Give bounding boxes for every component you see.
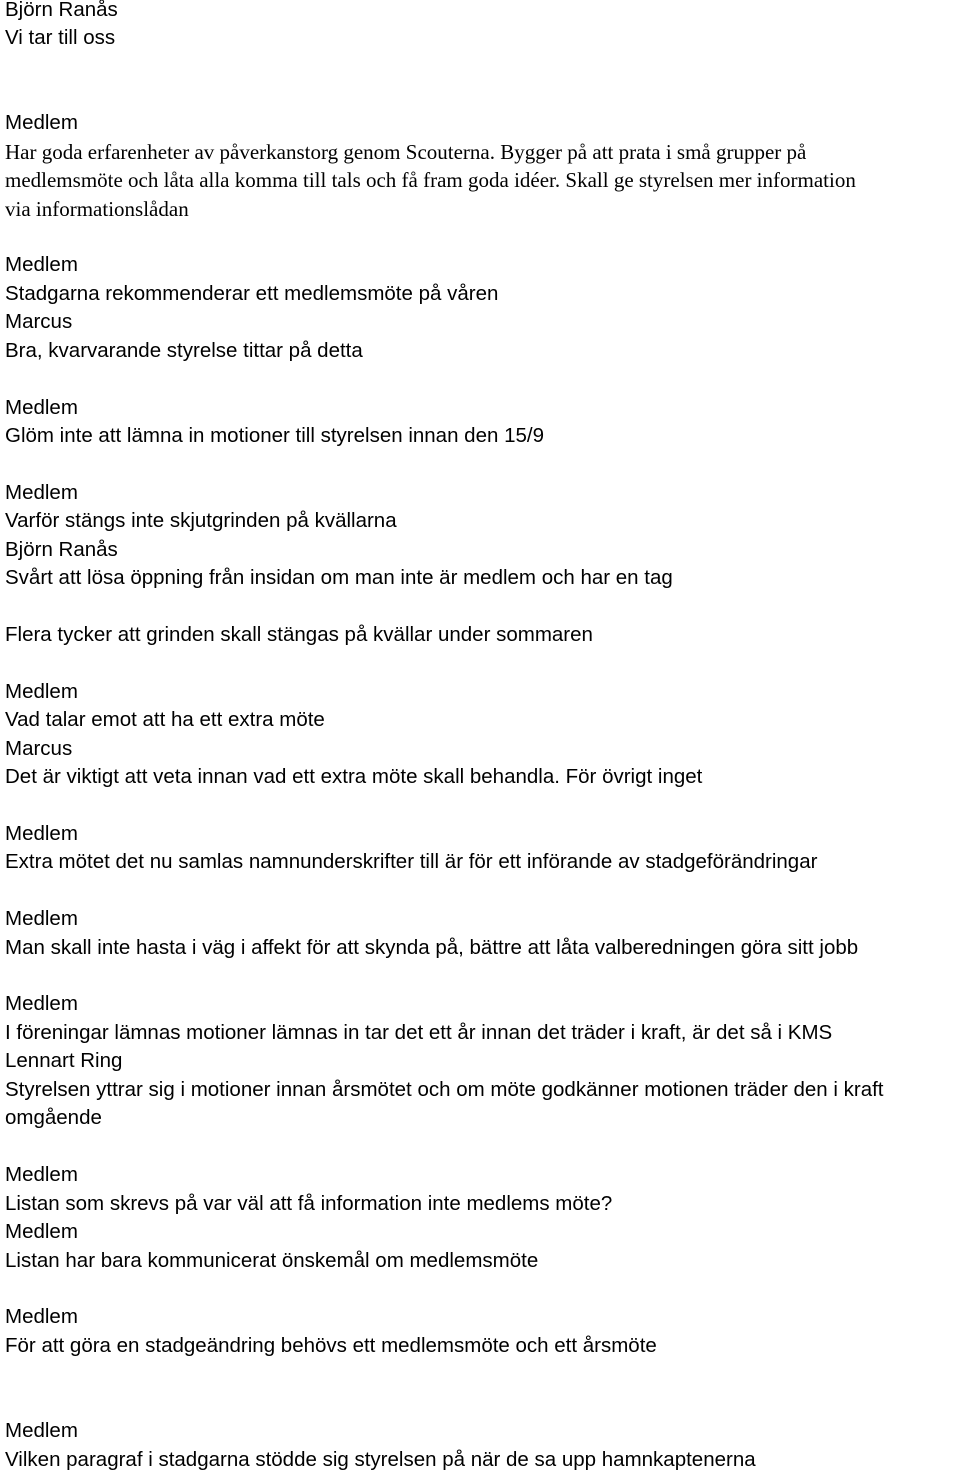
speaker-name: Medlem: [5, 111, 78, 134]
speaker-name: Medlem: [5, 481, 78, 504]
speaker-name: Medlem: [5, 992, 78, 1015]
speaker-name: Björn Ranås: [5, 538, 118, 561]
statement-text: Varför stängs inte skjutgrinden på kvällarna: [5, 509, 397, 532]
statement-text: Styrelsen yttrar sig i motioner innan årsmötet och om möte godkänner motionen träder den i kraft: [5, 1078, 884, 1101]
statement-text: Listan har bara kommunicerat önskemål om medlemsmöte: [5, 1249, 539, 1272]
speaker-name: Medlem: [5, 822, 78, 845]
statement-text: I föreningar lämnas motioner lämnas in tar det ett år innan det träder i kraft, är det så i KMS: [5, 1021, 833, 1044]
speaker-name: Medlem: [5, 396, 78, 419]
speaker-name: Medlem: [5, 1419, 78, 1442]
statement-text: Det är viktigt att veta innan vad ett extra möte skall behandla. För övrigt inget: [5, 765, 703, 788]
statement-text: Extra mötet det nu samlas namnunderskrifter till är för ett införande av stadgeförändringar: [5, 850, 818, 873]
statement-text: Vi tar till oss: [5, 26, 116, 49]
statement-text: medlemsmöte och låta alla komma till tals och få fram goda idéer. Skall ge styrelsen mer information: [5, 168, 856, 192]
statement-text: Har goda erfarenheter av påverkanstorg genom Scouterna. Bygger på att prata i små grupper på: [5, 140, 807, 164]
statement-text: Listan som skrevs på var väl att få information inte medlems möte?: [5, 1192, 613, 1215]
speaker-name: Medlem: [5, 1220, 78, 1243]
statement-text: Flera tycker att grinden skall stängas på kvällar under sommaren: [5, 623, 593, 646]
statement-text: Stadgarna rekommenderar ett medlemsmöte på våren: [5, 282, 499, 305]
statement-text: via informationslådan: [5, 197, 189, 221]
statement-text: Vilken paragraf i stadgarna stödde sig styrelsen på när de sa upp hamnkaptenerna: [5, 1448, 756, 1471]
statement-text: Bra, kvarvarande styrelse tittar på detta: [5, 339, 363, 362]
speaker-name: Medlem: [5, 253, 78, 276]
statement-text: Man skall inte hasta i väg i affekt för att skynda på, bättre att låta valberedningen göra sitt jobb: [5, 936, 859, 959]
speaker-name: Medlem: [5, 907, 78, 930]
statement-text: För att göra en stadgeändring behövs ett medlemsmöte och ett årsmöte: [5, 1334, 657, 1357]
speaker-name: Lennart Ring: [5, 1049, 123, 1072]
speaker-name: Medlem: [5, 1163, 78, 1186]
statement-text: omgående: [5, 1106, 102, 1129]
statement-text: Glöm inte att lämna in motioner till styrelsen innan den 15/9: [5, 424, 544, 447]
speaker-name: Medlem: [5, 1305, 78, 1328]
statement-text: Svårt att lösa öppning från insidan om man inte är medlem och har en tag: [5, 566, 673, 589]
statement-text: Vad talar emot att ha ett extra möte: [5, 708, 325, 731]
speaker-name: Marcus: [5, 737, 73, 760]
speaker-name: Björn Ranås: [5, 0, 118, 21]
speaker-name: Marcus: [5, 310, 73, 333]
speaker-name: Medlem: [5, 680, 78, 703]
